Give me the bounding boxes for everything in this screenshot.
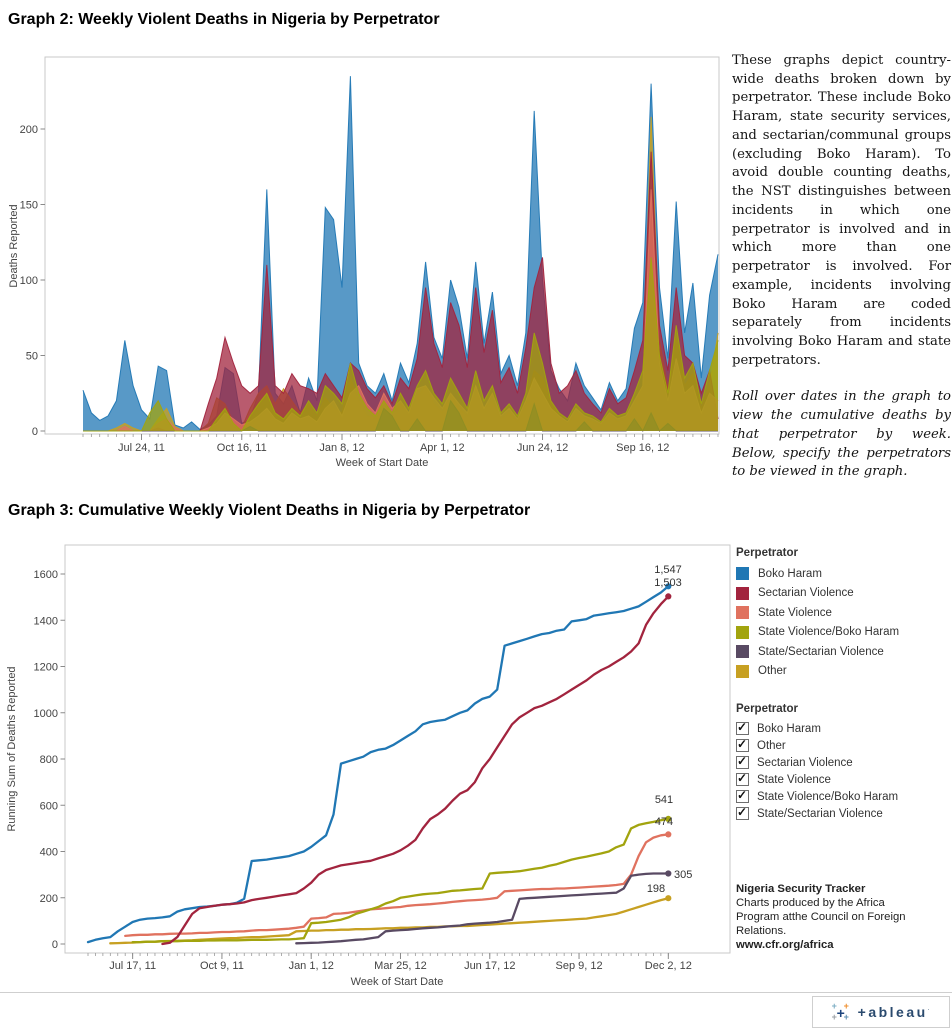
svg-text:1,547: 1,547 xyxy=(654,564,682,576)
filter-checkbox-row[interactable] xyxy=(736,737,948,754)
svg-text:Jun 17, 12: Jun 17, 12 xyxy=(464,960,516,972)
svg-text:Sep 9, 12: Sep 9, 12 xyxy=(555,960,603,972)
svg-text:Week of Start Date: Week of Start Date xyxy=(335,457,429,469)
svg-text:800: 800 xyxy=(39,754,58,766)
svg-text:0: 0 xyxy=(51,939,58,951)
filter-checkbox-row[interactable] xyxy=(736,805,948,822)
legend-item-label: State Violence/Boko Haram xyxy=(758,626,900,639)
svg-text:150: 150 xyxy=(19,199,38,212)
perpetrator-filter xyxy=(736,703,948,822)
svg-text:Oct 9, 11: Oct 9, 11 xyxy=(200,960,244,972)
perpetrator-color-legend xyxy=(736,547,948,681)
legend-item[interactable] xyxy=(736,584,948,604)
graph3-axes xyxy=(6,569,692,988)
svg-text:Deaths Reported: Deaths Reported xyxy=(8,204,20,288)
graph3-title: Graph 3: Cumulative Weekly Violent Deaths in Nigeria by Perpetrator xyxy=(8,502,531,519)
svg-text:Running Sum of Deaths Reported: Running Sum of Deaths Reported xyxy=(6,666,18,832)
line-Sectarian Violence[interactable] xyxy=(162,596,668,944)
legend-item-label: State/Sectarian Violence xyxy=(758,645,884,658)
svg-text:474: 474 xyxy=(654,816,674,828)
svg-text:Dec 2, 12: Dec 2, 12 xyxy=(644,960,692,972)
legend-swatch-icon xyxy=(736,606,749,619)
credit-body: Charts produced by the Africa Program atthe Council on Foreign Relations. xyxy=(736,897,906,937)
filter-title: Perpetrator xyxy=(736,703,798,715)
legend-item-label: Boko Haram xyxy=(758,567,822,580)
svg-text:541: 541 xyxy=(654,794,674,806)
filter-checkbox-row[interactable] xyxy=(736,771,948,788)
svg-text:600: 600 xyxy=(39,800,58,813)
filter-item-label: State Violence/Boko Haram xyxy=(757,790,899,803)
checkbox-icon[interactable]: ✓ xyxy=(737,737,748,751)
legend-swatch-icon xyxy=(736,587,749,600)
filter-item-label: State/Sectarian Violence xyxy=(757,807,883,820)
svg-text:50: 50 xyxy=(25,350,38,363)
legend-swatch-icon xyxy=(736,567,749,580)
legend-item-label: State Violence xyxy=(758,606,832,619)
filter-item-label: State Violence xyxy=(757,773,831,786)
line-end-dot xyxy=(665,593,671,599)
line-State Violence/Boko Haram[interactable] xyxy=(133,819,669,942)
svg-text:400: 400 xyxy=(39,846,58,859)
svg-text:Oct 16, 11: Oct 16, 11 xyxy=(216,442,267,454)
svg-text:Jun 24, 12: Jun 24, 12 xyxy=(516,442,569,454)
line-State Violence[interactable] xyxy=(125,834,668,936)
trademark-mark: ˙ xyxy=(927,1007,931,1017)
credit-url[interactable]: www.cfr.org/africa xyxy=(736,939,834,951)
legend-item[interactable] xyxy=(736,623,948,643)
tableau-logo-text: +ableau xyxy=(857,1004,928,1020)
tableau-logo-icon: + + + + + xyxy=(831,1000,849,1022)
legend-item-label: Sectarian Violence xyxy=(758,587,854,600)
legend-title: Perpetrator xyxy=(736,547,798,559)
checkbox-icon[interactable]: ✓ xyxy=(737,754,748,768)
svg-text:200: 200 xyxy=(39,892,58,905)
line-end-dot xyxy=(665,895,671,901)
svg-text:Sep 16, 12: Sep 16, 12 xyxy=(616,442,670,454)
legend-swatch-icon xyxy=(736,645,749,658)
filter-checkbox-row[interactable] xyxy=(736,720,948,737)
graph3-plot[interactable] xyxy=(65,545,730,953)
svg-text:198: 198 xyxy=(646,883,666,895)
svg-text:1,503: 1,503 xyxy=(654,577,682,589)
svg-text:Week of Start Date: Week of Start Date xyxy=(350,976,444,988)
filter-item-label: Sectarian Violence xyxy=(757,756,853,769)
svg-text:1200: 1200 xyxy=(33,661,58,674)
svg-text:100: 100 xyxy=(19,275,38,287)
filter-checkbox-row[interactable] xyxy=(736,754,948,771)
line-end-dot xyxy=(665,831,671,837)
svg-text:Mar 25, 12: Mar 25, 12 xyxy=(374,960,427,972)
svg-text:305: 305 xyxy=(674,869,693,881)
graph2-plot[interactable] xyxy=(45,57,719,434)
filter-checkbox-row[interactable] xyxy=(736,788,948,805)
footer-divider xyxy=(0,992,952,993)
legend-item[interactable] xyxy=(736,662,948,682)
line-Other[interactable] xyxy=(110,898,668,943)
legend-item[interactable] xyxy=(736,642,948,662)
graph2-title: Graph 2: Weekly Violent Deaths in Nigeria by Perpetrator xyxy=(8,11,440,28)
svg-text:Jan 8, 12: Jan 8, 12 xyxy=(319,442,365,454)
line-end-dot xyxy=(665,870,671,876)
filter-item-label: Other xyxy=(757,739,786,752)
svg-text:200: 200 xyxy=(19,124,38,136)
checkbox-icon[interactable]: ✓ xyxy=(737,788,748,802)
legend-item[interactable] xyxy=(736,603,948,623)
legend-item[interactable] xyxy=(736,564,948,584)
svg-text:Jul 17, 11: Jul 17, 11 xyxy=(109,960,157,972)
svg-text:Jan 1, 12: Jan 1, 12 xyxy=(288,960,334,972)
legend-item-label: Other xyxy=(758,665,787,678)
legend-swatch-icon xyxy=(736,665,749,678)
line-State/Sectarian Violence[interactable] xyxy=(296,874,668,944)
line-Boko Haram[interactable] xyxy=(88,586,668,942)
area-Sectarian Violence[interactable] xyxy=(83,152,718,431)
description-paragraph: These graphs depict country-wide deaths broken down by perpetrator. These include Boko Haram, state security services, and sectarian/communal groups (excluding Boko Haram). To avoid double counting deaths, the NST distinguishes between incidents in which one perpetrator is involved and in which more than one perpetrator is involved. For example, incidents involving Boko Haram are coded separately from incidents involving Boko Haram and state perpetrators. xyxy=(732,53,951,368)
svg-text:0: 0 xyxy=(31,426,38,438)
filter-item-label: Boko Haram xyxy=(757,722,821,735)
checkbox-icon[interactable]: ✓ xyxy=(737,771,748,785)
svg-text:1000: 1000 xyxy=(33,707,58,720)
svg-text:1400: 1400 xyxy=(33,615,58,628)
tableau-logo[interactable] xyxy=(812,996,950,1028)
svg-text:1600: 1600 xyxy=(33,569,58,581)
legend-swatch-icon xyxy=(736,626,749,639)
description-panel xyxy=(732,52,951,500)
credit-title: Nigeria Security Tracker xyxy=(736,883,866,895)
svg-text:Apr 1, 12: Apr 1, 12 xyxy=(419,442,465,454)
checkbox-icon[interactable]: ✓ xyxy=(737,720,748,734)
rollover-instructions: Roll over dates in the graph to view the cumulative deaths by that perpetrator by week. Below, specify the perpetrators to be viewed in the graph. xyxy=(732,389,951,480)
svg-text:Jul 24, 11: Jul 24, 11 xyxy=(118,442,165,454)
credit-block xyxy=(736,882,922,952)
checkbox-icon[interactable]: ✓ xyxy=(737,805,748,819)
